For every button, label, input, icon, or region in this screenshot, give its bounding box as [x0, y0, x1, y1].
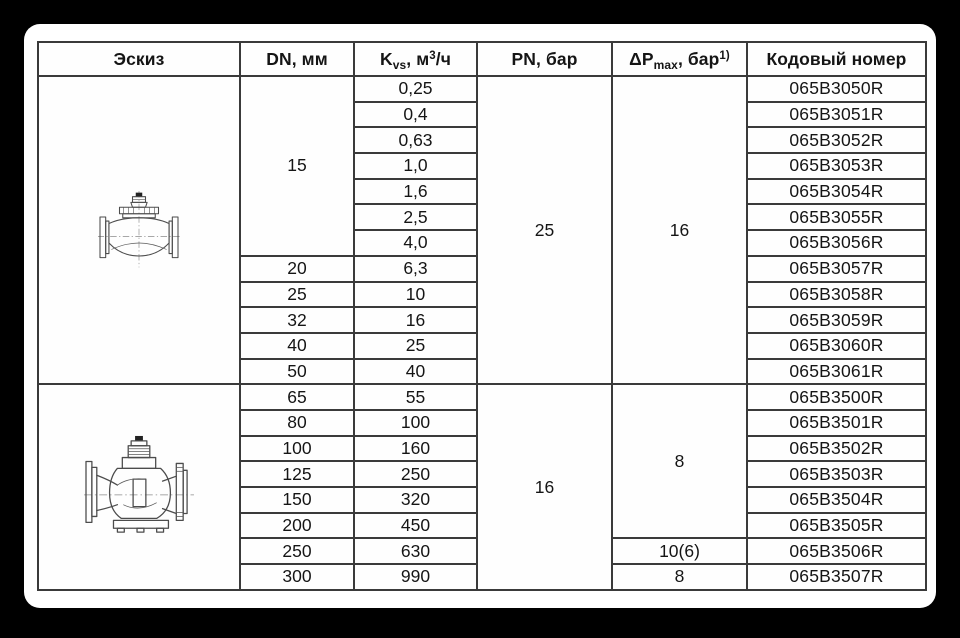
valve-large-sketch: [84, 434, 194, 540]
code-number: 065B3057: [789, 258, 871, 279]
pn-cell: 25: [477, 76, 612, 384]
kvs-mid: , м: [406, 48, 430, 69]
col-header-code: Кодовый номер: [747, 42, 926, 76]
kvs-cell: 4,0: [354, 230, 477, 256]
code-cell: [747, 436, 926, 462]
dpmax-subscript: max: [653, 57, 678, 72]
dpmax-base: ΔP: [629, 48, 654, 69]
kvs-base: K: [379, 48, 393, 69]
code-cell: [747, 538, 926, 564]
code-cell: [747, 513, 926, 539]
dn-cell: 25: [240, 282, 354, 308]
code-cell: [747, 282, 926, 308]
dn-cell: 250: [240, 538, 354, 564]
col-header-sketch: Эскиз: [38, 42, 240, 76]
dn-cell: 50: [240, 359, 354, 385]
code-cell: [747, 230, 926, 256]
code-suffix: R: [870, 463, 884, 484]
code-cell: [747, 359, 926, 385]
table-row: [38, 76, 926, 102]
code-number: 065B3050: [789, 78, 871, 99]
code-cell: [747, 179, 926, 205]
dn-cell: 200: [240, 513, 354, 539]
kvs-cell: 1,6: [354, 179, 477, 205]
dpmax-mid: , бар: [677, 48, 720, 69]
code-suffix: R: [870, 386, 884, 407]
code-number: 065B3060: [789, 335, 871, 356]
code-number: 065B3061: [789, 360, 871, 381]
kvs-cell: 450: [354, 513, 477, 539]
code-number: 065B3502: [789, 437, 871, 458]
code-cell: [747, 384, 926, 410]
dn-cell: 65: [240, 384, 354, 410]
code-cell: [747, 256, 926, 282]
dpmax-cell: 8: [612, 384, 747, 538]
kvs-cell: 990: [354, 564, 477, 590]
code-suffix: R: [870, 129, 884, 150]
code-number: 065B3055: [789, 206, 871, 227]
pn-cell: 16: [477, 384, 612, 590]
code-number: 065B3054: [789, 181, 871, 202]
dn-cell: 20: [240, 256, 354, 282]
col-header-kvs: [354, 42, 477, 76]
code-cell: [747, 153, 926, 179]
code-suffix: R: [870, 283, 884, 304]
kvs-cell: 630: [354, 538, 477, 564]
valve-spec-table: [37, 41, 927, 591]
col-header-pn: PN, бар: [477, 42, 612, 76]
code-suffix: R: [870, 78, 884, 99]
kvs-cell: 10: [354, 282, 477, 308]
dpmax-cell: 16: [612, 76, 747, 384]
kvs-cell: 0,4: [354, 102, 477, 128]
datasheet-card: [24, 24, 936, 608]
kvs-superscript: 3: [429, 49, 436, 62]
sketch-cell: [38, 76, 240, 384]
dpmax-footnote-marker: 1): [719, 49, 730, 62]
code-suffix: R: [870, 155, 884, 176]
valve-small-sketch: [98, 191, 180, 269]
dn-cell: 32: [240, 307, 354, 333]
code-number: 065B3500: [789, 386, 871, 407]
code-suffix: R: [870, 540, 884, 561]
kvs-cell: 1,0: [354, 153, 477, 179]
code-number: 065B3504: [789, 489, 871, 510]
kvs-cell: 25: [354, 333, 477, 359]
dn-cell: 15: [240, 76, 354, 256]
dn-cell: 300: [240, 564, 354, 590]
code-cell: [747, 333, 926, 359]
code-suffix: R: [870, 515, 884, 536]
code-number: 065B3059: [789, 309, 871, 330]
dn-cell: 40: [240, 333, 354, 359]
kvs-cell: 55: [354, 384, 477, 410]
code-suffix: R: [870, 258, 884, 279]
col-header-dn: DN, мм: [240, 42, 354, 76]
kvs-cell: 40: [354, 359, 477, 385]
code-cell: [747, 410, 926, 436]
sketch-cell: [38, 384, 240, 590]
dpmax-cell: 10(6): [612, 538, 747, 564]
table-row: [38, 384, 926, 410]
code-suffix: R: [870, 206, 884, 227]
code-cell: [747, 564, 926, 590]
code-number: 065B3058: [789, 283, 871, 304]
kvs-cell: 0,63: [354, 127, 477, 153]
col-header-dpmax: [612, 42, 747, 76]
kvs-cell: 16: [354, 307, 477, 333]
header-row: [38, 42, 926, 76]
code-cell: [747, 461, 926, 487]
code-number: 065B3505: [789, 515, 871, 536]
kvs-cell: 160: [354, 436, 477, 462]
code-suffix: R: [870, 181, 884, 202]
kvs-cell: 320: [354, 487, 477, 513]
dn-cell: 125: [240, 461, 354, 487]
kvs-cell: 0,25: [354, 76, 477, 102]
kvs-subscript: vs: [392, 57, 407, 72]
code-number: 065B3506: [789, 540, 871, 561]
code-suffix: R: [870, 232, 884, 253]
code-suffix: R: [870, 566, 884, 587]
code-cell: [747, 487, 926, 513]
code-number: 065B3053: [789, 155, 871, 176]
code-suffix: R: [870, 489, 884, 510]
kvs-cell: 250: [354, 461, 477, 487]
code-number: 065B3501: [789, 412, 871, 433]
code-cell: [747, 76, 926, 102]
kvs-cell: 6,3: [354, 256, 477, 282]
code-suffix: R: [870, 360, 884, 381]
code-suffix: R: [870, 437, 884, 458]
dn-cell: 150: [240, 487, 354, 513]
code-number: 065B3052: [789, 129, 871, 150]
code-suffix: R: [870, 104, 884, 125]
code-cell: [747, 127, 926, 153]
code-cell: [747, 307, 926, 333]
kvs-cell: 2,5: [354, 204, 477, 230]
code-suffix: R: [870, 335, 884, 356]
code-cell: [747, 204, 926, 230]
dpmax-cell: 8: [612, 564, 747, 590]
code-cell: [747, 102, 926, 128]
code-number: 065B3503: [789, 463, 871, 484]
code-suffix: R: [870, 309, 884, 330]
code-number: 065B3507: [789, 566, 871, 587]
code-number: 065B3056: [789, 232, 871, 253]
code-number: 065B3051: [789, 104, 871, 125]
kvs-cell: 100: [354, 410, 477, 436]
dn-cell: 100: [240, 436, 354, 462]
code-suffix: R: [870, 412, 884, 433]
kvs-end: /ч: [435, 48, 452, 69]
dn-cell: 80: [240, 410, 354, 436]
table-body: [38, 76, 926, 590]
